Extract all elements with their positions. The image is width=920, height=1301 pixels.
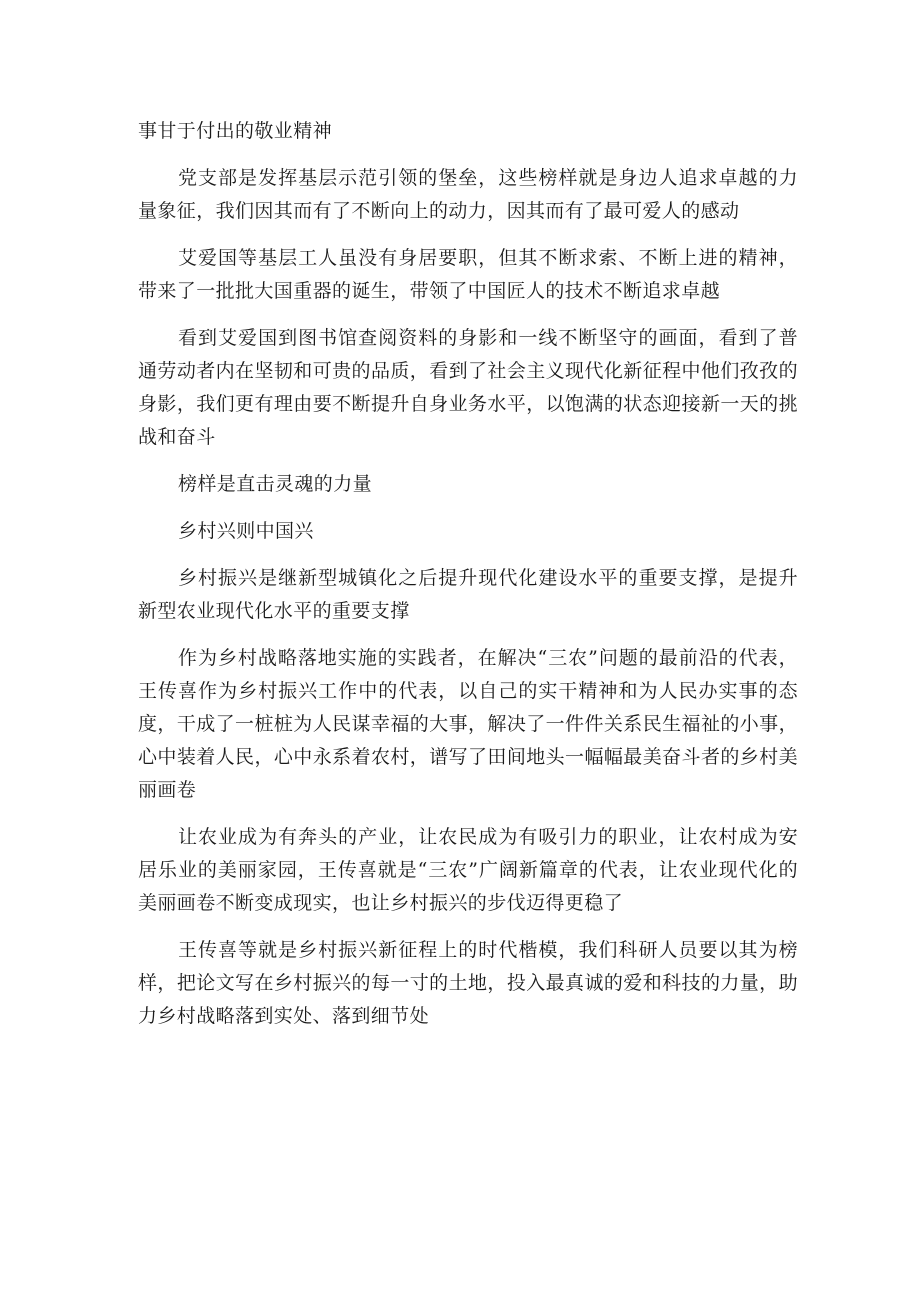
paragraph: 作为乡村战略落地实施的实践者，在解决“三农”问题的最前沿的代表，王传喜作为乡村振兴工作中的代表，以自己的实干精神和为人民办实事的态度，干成了一桩桩为人民谋幸福的大事，解决了一件件关系民生福祉的小事，心中装着人民，心中永系着农村，谱写了田间地头一幅幅最美奋斗者的乡村美丽画卷 xyxy=(138,647,798,801)
paragraph: 艾爱国等基层工人虽没有身居要职，但其不断求索、不断上进的精神，带来了一批批大国重器的诞生，带领了中国匠人的技术不断追求卓越 xyxy=(138,247,798,302)
document-body xyxy=(138,115,798,1047)
paragraph: 王传喜等就是乡村振兴新征程上的时代楷模，我们科研人员要以其为榜样，把论文写在乡村振兴的每一寸的土地，投入最真诚的爱和科技的力量，助力乡村战略落到实处、落到细节处 xyxy=(138,939,798,1027)
paragraph: 看到艾爱国到图书馆查阅资料的身影和一线不断坚守的画面，看到了普通劳动者内在坚韧和可贵的品质，看到了社会主义现代化新征程中他们孜孜的身影，我们更有理由要不断提升自身业务水平，以饱满的状态迎接新一天的挑战和奋斗 xyxy=(138,327,798,448)
paragraph-heading: 榜样是直击灵魂的力量 xyxy=(178,473,373,495)
paragraph: 党支部是发挥基层示范引领的堡垒，这些榜样就是身边人追求卓越的力量象征，我们因其而有了不断向上的动力，因其而有了最可爱人的感动 xyxy=(138,167,798,222)
paragraph-continuation: 事甘于付出的敬业精神 xyxy=(138,120,333,142)
paragraph-heading: 乡村兴则中国兴 xyxy=(178,520,314,542)
paragraph: 乡村振兴是继新型城镇化之后提升现代化建设水平的重要支撑，是提升新型农业现代化水平的重要支撑 xyxy=(138,567,798,622)
paragraph: 让农业成为有奔头的产业，让农民成为有吸引力的职业，让农村成为安居乐业的美丽家园，王传喜就是“三农”广阔新篇章的代表，让农业现代化的美丽画卷不断变成现实，也让乡村振兴的步伐迈得更稳了 xyxy=(138,826,798,914)
